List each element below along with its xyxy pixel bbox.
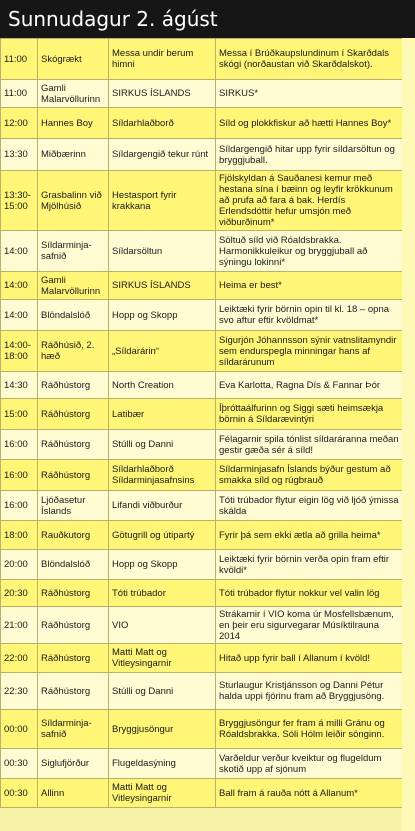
table-row — [1, 580, 403, 607]
time-cell: 16:00 — [1, 430, 38, 460]
event-cell: Tóti trúbador — [109, 580, 216, 607]
time-cell: 11:00 — [1, 80, 38, 108]
place-cell: Ráðhústorg — [38, 673, 109, 710]
event-cell: Matti Matt og Vitleysingarnir — [109, 644, 216, 673]
description-cell: Leiktæki fyrir börnin opin til kl. 18 – opna svo aftur eftir kvöldmat* — [216, 300, 403, 331]
event-cell: Síldarhlaðborð — [109, 108, 216, 139]
table-row — [1, 300, 403, 331]
place-cell: Skógrækt — [38, 39, 109, 80]
description-cell: Leiktæki fyrir börnin verða opin fram eftir kvöldi* — [216, 550, 403, 580]
table-row — [1, 491, 403, 521]
event-cell: Flugeldasýning — [109, 749, 216, 779]
event-cell: Stúlli og Danni — [109, 673, 216, 710]
place-cell: Ráðhústorg — [38, 430, 109, 460]
schedule-header — [0, 0, 415, 38]
place-cell: Ljóðasetur Íslands — [38, 491, 109, 521]
place-cell: Hannes Boy — [38, 108, 109, 139]
place-cell: Siglufjörður — [38, 749, 109, 779]
description-cell: Bryggjusöngur fer fram á milli Gránu og Róaldsbrakka. Sóli Hólm leiðir sönginn. — [216, 710, 403, 749]
place-cell: Síldarminja-safnið — [38, 710, 109, 749]
description-cell: Strákarnir í VIO koma úr Mosfellsbænum, en þeir eru sigurvegarar Músíktilrauna 2014 — [216, 607, 403, 644]
table-row — [1, 644, 403, 673]
place-cell: Síldarminja-safnið — [38, 231, 109, 272]
event-cell: Síldargengið tekur rúnt — [109, 139, 216, 171]
place-cell: Ráðhústorg — [38, 580, 109, 607]
place-cell: Gamli Malarvöllurinn — [38, 272, 109, 300]
place-cell: Rauðkutorg — [38, 521, 109, 550]
table-row — [1, 399, 403, 430]
page-edge — [402, 38, 415, 831]
event-cell: Hestasport fyrir krakkana — [109, 171, 216, 231]
time-cell: 22:30 — [1, 673, 38, 710]
time-cell: 14:00 — [1, 231, 38, 272]
place-cell: Miðbærinn — [38, 139, 109, 171]
table-row — [1, 521, 403, 550]
table-row — [1, 231, 403, 272]
place-cell: Ráðhústorg — [38, 460, 109, 491]
description-cell: Eva Karlotta, Ragna Dís & Fannar Þór — [216, 372, 403, 399]
time-cell: 13:30-15:00 — [1, 171, 38, 231]
time-cell: 14:30 — [1, 372, 38, 399]
place-cell: Ráðhústorg — [38, 399, 109, 430]
time-cell: 20:00 — [1, 550, 38, 580]
place-cell: Ráðhústorg — [38, 644, 109, 673]
event-cell: Síldarhlaðborð Síldarminjasafnsins — [109, 460, 216, 491]
time-cell: 00:30 — [1, 779, 38, 808]
time-cell: 20:30 — [1, 580, 38, 607]
table-row — [1, 460, 403, 491]
time-cell: 21:00 — [1, 607, 38, 644]
event-cell: Latibær — [109, 399, 216, 430]
description-cell: Hitað upp fyrir ball í Allanum í kvöld! — [216, 644, 403, 673]
event-cell: North Creation — [109, 372, 216, 399]
description-cell: SIRKUS* — [216, 80, 403, 108]
event-cell: Messa undir berum himni — [109, 39, 216, 80]
description-cell: Fyrir þá sem ekki ætla að grilla heima* — [216, 521, 403, 550]
event-cell: Matti Matt og Vitleysingarnir — [109, 779, 216, 808]
table-row — [1, 430, 403, 460]
description-cell: Síldargengið hitar upp fyrir síldarsöltun og bryggjuball. — [216, 139, 403, 171]
description-cell: Tóti trúbador flytur nokkur vel valin lög — [216, 580, 403, 607]
description-cell: Söltuð síld við Róaldsbrakka. Harmonikkuleikur og bryggjuball að sýningu lokinni* — [216, 231, 403, 272]
description-cell: Síldarminjasafn Íslands býður gestum að smakka síld og rúgbrauð — [216, 460, 403, 491]
description-cell: Messa í Brúðkaupslundinum í Skarðdals skógi (norðaustan við Skarðdalskot). — [216, 39, 403, 80]
event-cell: Götugrill og útipartý — [109, 521, 216, 550]
description-cell: Íþróttaálfurinn og Siggi sæti heimsækja börnin á Síldarævintýri — [216, 399, 403, 430]
event-cell: Hopp og Skopp — [109, 550, 216, 580]
place-cell: Ráðhústorg — [38, 372, 109, 399]
time-cell: 14:00 — [1, 300, 38, 331]
event-cell: SIRKUS ÍSLANDS — [109, 80, 216, 108]
table-row — [1, 372, 403, 399]
event-cell: Stúlli og Danni — [109, 430, 216, 460]
place-cell: Allinn — [38, 779, 109, 808]
table-row — [1, 39, 403, 80]
schedule-table — [0, 38, 403, 808]
table-row — [1, 673, 403, 710]
description-cell: Sturlaugur Kristjánsson og Danni Pétur halda uppi fjörinu fram að Bryggjusöng. — [216, 673, 403, 710]
table-row — [1, 272, 403, 300]
time-cell: 22:00 — [1, 644, 38, 673]
time-cell: 15:00 — [1, 399, 38, 430]
description-cell: Sigurjón Jóhannsson sýnir vatnslitamyndir sem endurspegla minningar hans af síldarárunum — [216, 331, 403, 372]
event-cell: Lifandi viðburður — [109, 491, 216, 521]
time-cell: 00:00 — [1, 710, 38, 749]
event-cell: Hopp og Skopp — [109, 300, 216, 331]
place-cell: Ráðhústorg — [38, 607, 109, 644]
description-cell: Ball fram á rauða nótt á Allanum* — [216, 779, 403, 808]
table-row — [1, 779, 403, 808]
table-row — [1, 139, 403, 171]
time-cell: 11:00 — [1, 39, 38, 80]
description-cell: Síld og plokkfiskur að hætti Hannes Boy* — [216, 108, 403, 139]
description-cell: Heima er best* — [216, 272, 403, 300]
event-cell: Bryggjusöngur — [109, 710, 216, 749]
place-cell: Blöndalslóð — [38, 300, 109, 331]
page-title: Sunnudagur 2. ágúst — [8, 7, 218, 31]
time-cell: 13:30 — [1, 139, 38, 171]
place-cell: Gamli Malarvöllurinn — [38, 80, 109, 108]
time-cell: 00:30 — [1, 749, 38, 779]
event-cell: Síldarsöltun — [109, 231, 216, 272]
description-cell: Fjölskyldan á Sauðanesi kemur með hestana sína í bæinn og leyfir krökkunum að prufa að fara á bak. Herdís Erlendsdóttir hefur umsjón með viðburðinum* — [216, 171, 403, 231]
event-cell: VIO — [109, 607, 216, 644]
table-row — [1, 108, 403, 139]
time-cell: 14:00 — [1, 272, 38, 300]
event-cell: SIRKUS ÍSLANDS — [109, 272, 216, 300]
description-cell: Tóti trúbador flytur eigin lög við ljóð ýmissa skálda — [216, 491, 403, 521]
table-row — [1, 607, 403, 644]
time-cell: 16:00 — [1, 491, 38, 521]
time-cell: 18:00 — [1, 521, 38, 550]
time-cell: 12:00 — [1, 108, 38, 139]
table-row — [1, 80, 403, 108]
table-row — [1, 749, 403, 779]
description-cell: Félagarnir spila tónlist síldaráranna meðan gestir gæða sér á síld! — [216, 430, 403, 460]
time-cell: 14:00-18:00 — [1, 331, 38, 372]
event-cell: „Síldarárin“ — [109, 331, 216, 372]
place-cell: Blöndalslóð — [38, 550, 109, 580]
place-cell: Ráðhúsið, 2. hæð — [38, 331, 109, 372]
description-cell: Varðeldur verður kveiktur og flugeldum skotið upp af sjónum — [216, 749, 403, 779]
table-row — [1, 331, 403, 372]
table-row — [1, 171, 403, 231]
time-cell: 16:00 — [1, 460, 38, 491]
table-row — [1, 550, 403, 580]
place-cell: Grasbalinn við Mjölhúsið — [38, 171, 109, 231]
table-row — [1, 710, 403, 749]
